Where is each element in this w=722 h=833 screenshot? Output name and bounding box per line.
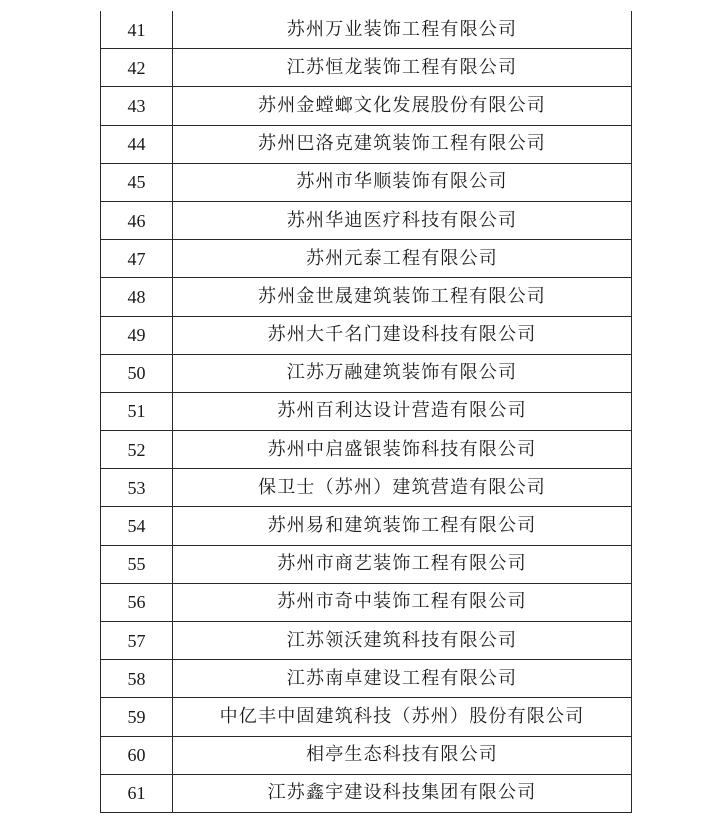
row-number: 42 xyxy=(101,49,173,87)
row-number: 49 xyxy=(101,316,173,354)
company-name: 苏州市华顺装饰有限公司 xyxy=(173,163,632,201)
table-row xyxy=(101,201,632,239)
table-row xyxy=(101,507,632,545)
row-number: 43 xyxy=(101,87,173,125)
table-row xyxy=(101,583,632,621)
row-number: 45 xyxy=(101,163,173,201)
row-number: 54 xyxy=(101,507,173,545)
company-name: 相亭生态科技有限公司 xyxy=(173,736,632,774)
table-row xyxy=(101,163,632,201)
table-row xyxy=(101,392,632,430)
row-number: 61 xyxy=(101,774,173,812)
company-name: 苏州中启盛银装饰科技有限公司 xyxy=(173,431,632,469)
table-row xyxy=(101,774,632,812)
table-row xyxy=(101,125,632,163)
company-name: 苏州市奇中装饰工程有限公司 xyxy=(173,583,632,621)
row-number: 46 xyxy=(101,201,173,239)
company-name: 苏州万业装饰工程有限公司 xyxy=(173,11,632,49)
table-body xyxy=(101,11,632,812)
row-number: 58 xyxy=(101,660,173,698)
row-number: 48 xyxy=(101,278,173,316)
company-name: 苏州巴洛克建筑装饰工程有限公司 xyxy=(173,125,632,163)
row-number: 51 xyxy=(101,392,173,430)
company-list-table xyxy=(100,11,632,813)
table-row xyxy=(101,87,632,125)
table-row xyxy=(101,11,632,49)
company-name: 苏州华迪医疗科技有限公司 xyxy=(173,201,632,239)
company-name: 江苏万融建筑装饰有限公司 xyxy=(173,354,632,392)
table-row xyxy=(101,431,632,469)
table-row xyxy=(101,49,632,87)
company-name: 江苏鑫宇建设科技集团有限公司 xyxy=(173,774,632,812)
table-row xyxy=(101,736,632,774)
company-name: 苏州金世晟建筑装饰工程有限公司 xyxy=(173,278,632,316)
row-number: 53 xyxy=(101,469,173,507)
company-name: 苏州百利达设计营造有限公司 xyxy=(173,392,632,430)
row-number: 41 xyxy=(101,11,173,49)
company-name: 苏州大千名门建设科技有限公司 xyxy=(173,316,632,354)
company-name: 中亿丰中固建筑科技（苏州）股份有限公司 xyxy=(173,698,632,736)
company-name: 苏州金螳螂文化发展股份有限公司 xyxy=(173,87,632,125)
table-row xyxy=(101,469,632,507)
company-name: 苏州市商艺装饰工程有限公司 xyxy=(173,545,632,583)
company-name: 苏州元泰工程有限公司 xyxy=(173,240,632,278)
row-number: 44 xyxy=(101,125,173,163)
table-row xyxy=(101,545,632,583)
table-row xyxy=(101,240,632,278)
table-row xyxy=(101,354,632,392)
row-number: 57 xyxy=(101,622,173,660)
row-number: 50 xyxy=(101,354,173,392)
table-row xyxy=(101,698,632,736)
row-number: 52 xyxy=(101,431,173,469)
table-row xyxy=(101,278,632,316)
company-name: 保卫士（苏州）建筑营造有限公司 xyxy=(173,469,632,507)
row-number: 60 xyxy=(101,736,173,774)
table-row xyxy=(101,316,632,354)
row-number: 56 xyxy=(101,583,173,621)
company-name: 江苏恒龙装饰工程有限公司 xyxy=(173,49,632,87)
table-row xyxy=(101,622,632,660)
row-number: 59 xyxy=(101,698,173,736)
row-number: 47 xyxy=(101,240,173,278)
company-name: 苏州易和建筑装饰工程有限公司 xyxy=(173,507,632,545)
row-number: 55 xyxy=(101,545,173,583)
table-row xyxy=(101,660,632,698)
company-name: 江苏南卓建设工程有限公司 xyxy=(173,660,632,698)
company-name: 江苏领沃建筑科技有限公司 xyxy=(173,622,632,660)
